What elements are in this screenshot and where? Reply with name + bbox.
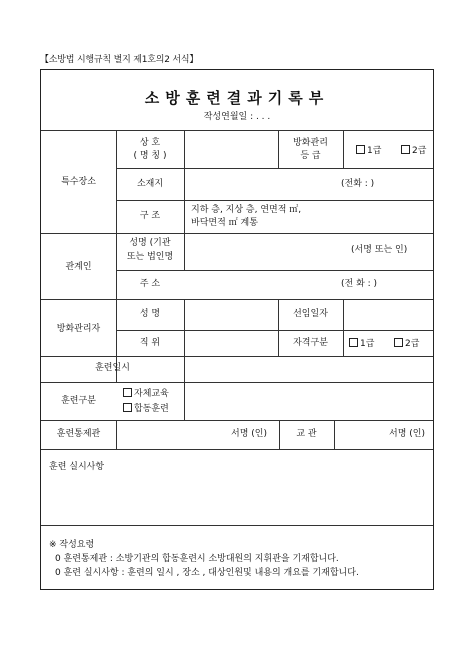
qual-1-option[interactable]: 1급: [349, 338, 374, 350]
form-reference: 【소방법 시행규칙 별지 제1호의2 서식】: [40, 55, 199, 65]
address-label: 소재지: [136, 179, 164, 189]
structure-line-1: 지하 층, 지상 층, 연면적 ㎡,: [191, 205, 302, 215]
date-line: 작성연월일 : . . .: [203, 112, 271, 122]
divider-title: [41, 130, 433, 131]
manager-position-label: 직 위: [139, 338, 161, 348]
training-record-form: [40, 69, 434, 590]
training-type-label: 훈련구분: [61, 396, 96, 406]
notes-line-1: 0 훈련통제관 : 소방기관의 합동훈련시 소방대원의 지휘관을 기재합니다.: [55, 554, 339, 564]
supervisor-label: 훈련통제관: [56, 429, 101, 439]
training-details-label: 훈련 실시사항: [49, 462, 105, 472]
notes-line-2: 0 훈련 실시사항 : 훈련의 일시 , 장소 , 대상인원및 내용의 개요를 기재합니다.: [55, 568, 359, 578]
business-name-label: 상 호: [139, 138, 161, 148]
grade-2-option[interactable]: 2급: [401, 145, 426, 157]
stakeholder-signature: (서명 또는 인): [351, 245, 408, 255]
special-building-label: 특수장소: [61, 177, 96, 187]
structure-label: 구 조: [139, 211, 161, 221]
stakeholder-phone-label: (전 화 : ): [341, 279, 378, 289]
manager-name-label: 성 명: [139, 309, 161, 319]
stakeholder-address-label: 주 소: [139, 279, 161, 289]
grade-1-option[interactable]: 1급: [356, 145, 381, 157]
stakeholder-name-label: 성명 (기관: [129, 238, 171, 248]
fire-grade-label: 방화관리: [293, 138, 328, 148]
stakeholder-label: 관계인: [65, 262, 92, 272]
self-education-option[interactable]: 자체교육: [123, 388, 169, 400]
business-name-label-2: ( 명 칭 ): [133, 151, 167, 161]
notes-heading: ※ 작성요령: [49, 540, 95, 550]
checkbox-icon: [349, 338, 358, 347]
instructor-signature: 서명 (인): [389, 429, 425, 439]
qualification-label: 자격구분: [293, 338, 328, 348]
training-date-label: 훈련일시: [95, 363, 130, 373]
phone-label: (전화 : ): [341, 179, 375, 189]
form-title: 소방훈련결과기록부: [144, 89, 330, 107]
checkbox-icon: [401, 145, 410, 154]
structure-line-2: 바닥면적 ㎡ 계통: [191, 218, 258, 228]
checkbox-icon: [123, 388, 132, 397]
joint-training-option[interactable]: 합동훈련: [123, 403, 169, 415]
fire-manager-label: 방화관리자: [56, 324, 101, 334]
supervisor-signature: 서명 (인): [231, 429, 267, 439]
instructor-label: 교 관: [296, 429, 317, 439]
appointment-date-label: 선임일자: [293, 309, 328, 319]
fire-grade-label-2: 등 급: [300, 151, 321, 161]
checkbox-icon: [356, 145, 365, 154]
qual-2-option[interactable]: 2급: [394, 338, 419, 350]
checkbox-icon: [394, 338, 403, 347]
checkbox-icon: [123, 403, 132, 412]
stakeholder-name-label-2: 또는 법인명: [126, 252, 174, 262]
